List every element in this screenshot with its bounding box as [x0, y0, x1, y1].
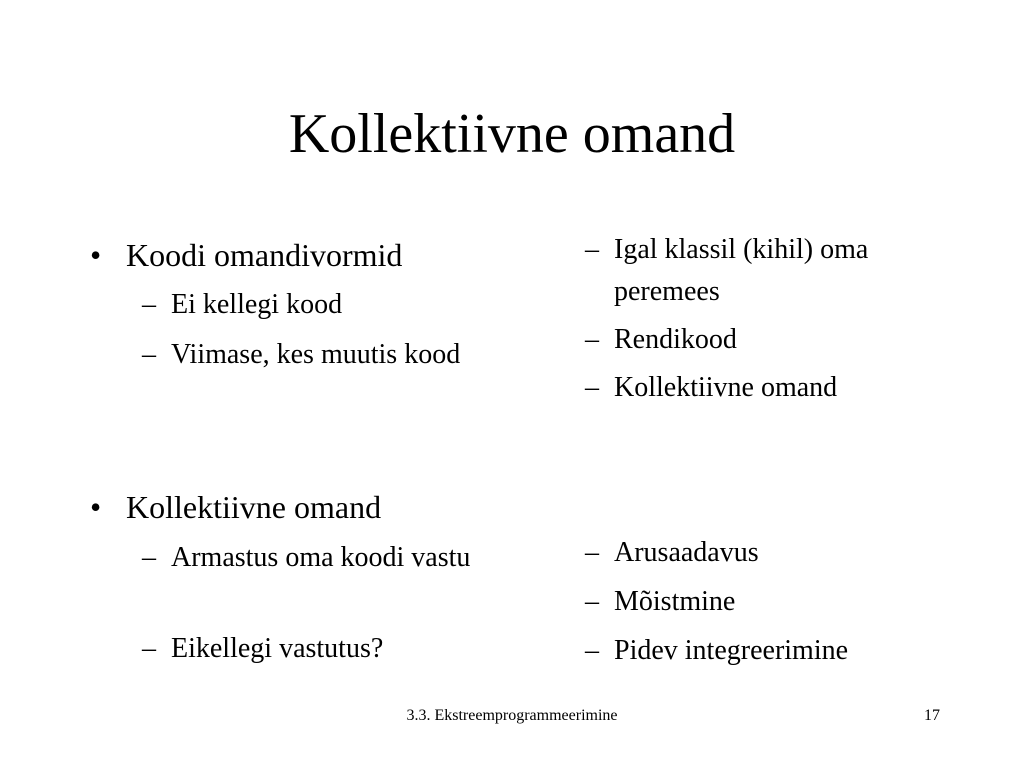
- sub-item-text: Mõistmine: [614, 586, 736, 617]
- sub-item-text: Eikellegi vastutus?: [171, 633, 384, 664]
- sub-item-text: Armastus oma koodi vastu: [171, 542, 471, 573]
- sub-item-text: Rendikood: [614, 324, 737, 355]
- sub-item: [585, 367, 944, 409]
- dash-icon: –: [585, 324, 599, 355]
- sub-item-text: Igal klassil (kihil) oma peremees: [614, 234, 869, 307]
- dash-icon: –: [142, 289, 156, 320]
- sub-item: [585, 581, 944, 623]
- dash-icon: –: [142, 339, 156, 370]
- bullet-text: Kollektiivne omand: [126, 489, 382, 525]
- dash-icon: –: [142, 542, 156, 573]
- dash-icon: –: [585, 586, 599, 617]
- bullet-icon: •: [90, 237, 102, 273]
- dash-icon: –: [585, 234, 599, 265]
- sub-item: [142, 537, 471, 579]
- sub-item-text: Pidev integreerimine: [614, 635, 849, 666]
- slide-title: Kollektiivne omand: [288, 103, 736, 165]
- dash-icon: –: [142, 633, 156, 664]
- sub-item-text: Viimase, kes muutis kood: [171, 339, 461, 370]
- sub-item: [585, 630, 944, 672]
- sub-item-text: Kollektiivne omand: [614, 372, 838, 403]
- dash-icon: –: [585, 372, 599, 403]
- bullet-item: [90, 236, 403, 274]
- sub-item: [585, 532, 944, 574]
- bullet-item: [90, 488, 382, 526]
- footer-course-title: 3.3. Ekstreemprogrammeerimine: [406, 707, 618, 724]
- sub-item: [142, 628, 481, 670]
- sub-item: [585, 319, 944, 361]
- sub-item-text: Arusaadavus: [614, 537, 759, 568]
- bullet-icon: •: [90, 489, 102, 525]
- sub-item-text: Ei kellegi kood: [171, 289, 343, 320]
- sub-item: [585, 229, 944, 313]
- sub-item: [142, 284, 481, 326]
- bullet-text: Koodi omandivormid: [126, 237, 403, 273]
- dash-icon: –: [585, 635, 599, 666]
- page-number: 17: [924, 707, 940, 724]
- dash-icon: –: [585, 537, 599, 568]
- sub-item: [142, 334, 471, 376]
